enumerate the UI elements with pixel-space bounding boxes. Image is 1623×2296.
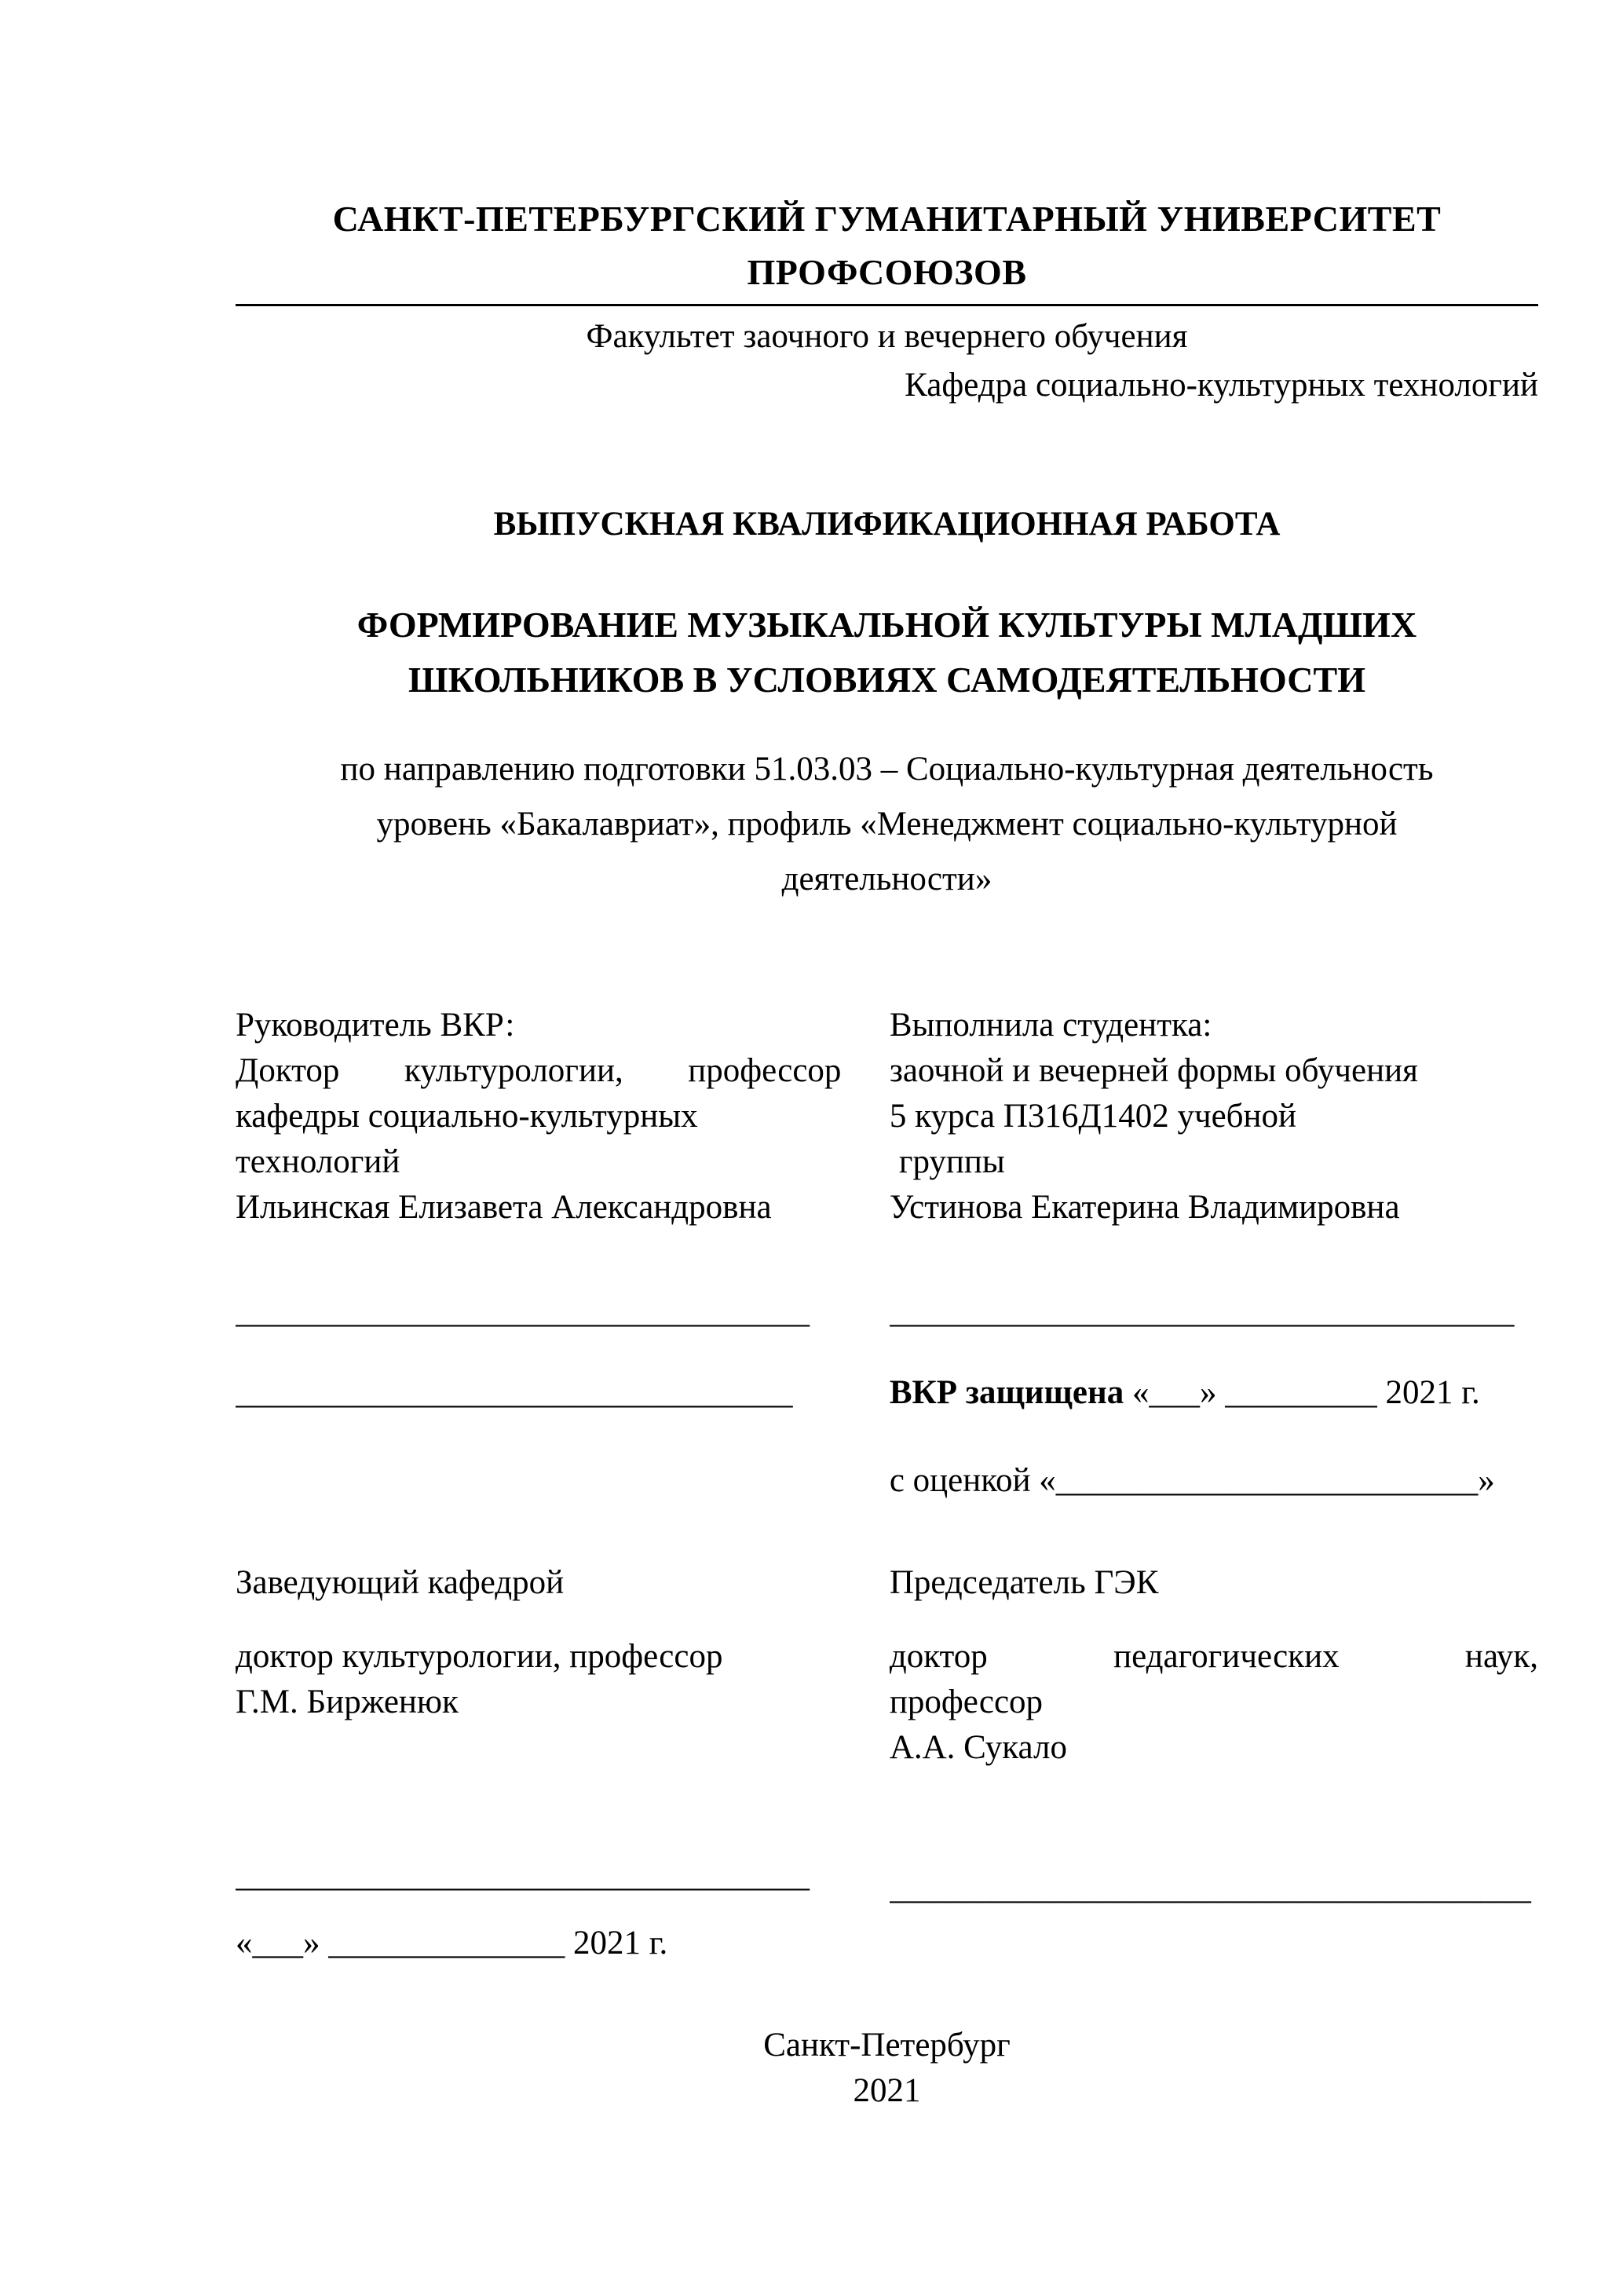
supervisor-block xyxy=(236,1003,841,1230)
department-head-block xyxy=(236,1634,841,1771)
program-level-line2: деятельности» xyxy=(781,861,992,898)
committee-chair-name: А.А. Сукало xyxy=(889,1729,1067,1766)
student-signature-line: _____________________________________ xyxy=(889,1293,1515,1330)
student-block xyxy=(890,1003,1538,1230)
supervisor-degree-line2: кафедры социально-культурных xyxy=(236,1098,698,1135)
university-name-line2: ПРОФСОЮЗОВ xyxy=(747,252,1027,292)
program-info xyxy=(236,742,1538,907)
footer xyxy=(236,2023,1538,2114)
participants-row xyxy=(236,1003,1538,1230)
student-heading: Выполнила студентка: xyxy=(889,1007,1212,1044)
university-name-line1: САНКТ-ПЕТЕРБУРГСКИЙ ГУМАНИТАРНЫЙ УНИВЕРСИТЕТ xyxy=(332,199,1442,239)
officials-degree-row xyxy=(236,1634,1538,1771)
department-head-date-line: «___» ______________ 2021 г. xyxy=(236,1925,668,1961)
student-info-line2: 5 курса П316Д1402 учебной xyxy=(889,1098,1297,1135)
grade-line: с оценкой «_________________________» xyxy=(889,1462,1495,1499)
thesis-title-line2: ШКОЛЬНИКОВ В УСЛОВИЯХ САМОДЕЯТЕЛЬНОСТИ xyxy=(408,660,1365,700)
department-head-name: Г.М. Бирженюк xyxy=(236,1684,459,1720)
program-level-line1: уровень «Бакалавриат», профиль «Менеджмент социально-культурной xyxy=(376,806,1398,843)
supervisor-degree-line3: технологий xyxy=(236,1143,400,1180)
work-type-heading: ВЫПУСКНАЯ КВАЛИФИКАЦИОННАЯ РАБОТА xyxy=(493,506,1281,543)
department-head-position: Заведующий кафедрой xyxy=(236,1564,565,1601)
spacer-cell xyxy=(236,1458,841,1504)
university-name xyxy=(236,192,1538,299)
defense-label: ВКР защищена xyxy=(889,1374,1124,1411)
supervisor-name: Ильинская Елизавета Александровна xyxy=(236,1189,772,1226)
committee-chair-position: Председатель ГЭК xyxy=(889,1564,1159,1601)
spacer-cell xyxy=(890,1921,1538,1966)
supervisor-heading: Руководитель ВКР: xyxy=(236,1007,515,1044)
supervisor-signature-line-2: _________________________________ xyxy=(236,1374,793,1411)
faculty-line: Факультет заочного и вечернего обучения xyxy=(586,318,1188,355)
department-line: Кафедра социально-культурных технологий xyxy=(905,367,1538,404)
committee-chair-block xyxy=(890,1634,1538,1771)
supervisor-degree-line1: Доктор культурологии, профессор xyxy=(236,1052,842,1089)
grade-row xyxy=(236,1458,1538,1504)
date-row xyxy=(236,1921,1538,1966)
signature-row-2 xyxy=(236,1370,1538,1416)
committee-chair-degree-line2: профессор xyxy=(889,1684,1044,1720)
thesis-title xyxy=(236,598,1538,707)
student-name: Устинова Екатерина Владимировна xyxy=(889,1189,1400,1226)
program-direction-line: по направлению подготовки 51.03.03 – Социально-культурная деятельность xyxy=(340,751,1434,788)
signature-row-1 xyxy=(236,1289,1538,1335)
supervisor-signature-line-1: __________________________________ xyxy=(236,1293,810,1330)
committee-chair-signature-line: ______________________________________ xyxy=(889,1870,1531,1907)
footer-city: Санкт-Петербург xyxy=(763,2027,1011,2064)
department-head-signature-line: __________________________________ xyxy=(236,1857,810,1894)
footer-year: 2021 xyxy=(853,2072,921,2109)
department-head-degree: доктор культурологии, профессор xyxy=(236,1638,723,1675)
officials-title-row xyxy=(236,1560,1538,1606)
student-info-line3: группы xyxy=(898,1143,1005,1180)
student-info-line1: заочной и вечерней формы обучения xyxy=(889,1052,1418,1089)
signature-row-3 xyxy=(236,1853,1538,1907)
thesis-title-line1: ФОРМИРОВАНИЕ МУЗЫКАЛЬНОЙ КУЛЬТУРЫ МЛАДШИХ xyxy=(356,605,1417,645)
defense-line xyxy=(890,1370,1538,1416)
header-divider-rule xyxy=(236,304,1538,306)
university-header xyxy=(236,192,1538,410)
committee-chair-degree-line1: доктор педагогических наук, xyxy=(889,1638,1538,1675)
defense-date-blank: «___» _________ 2021 г. xyxy=(1124,1374,1480,1411)
